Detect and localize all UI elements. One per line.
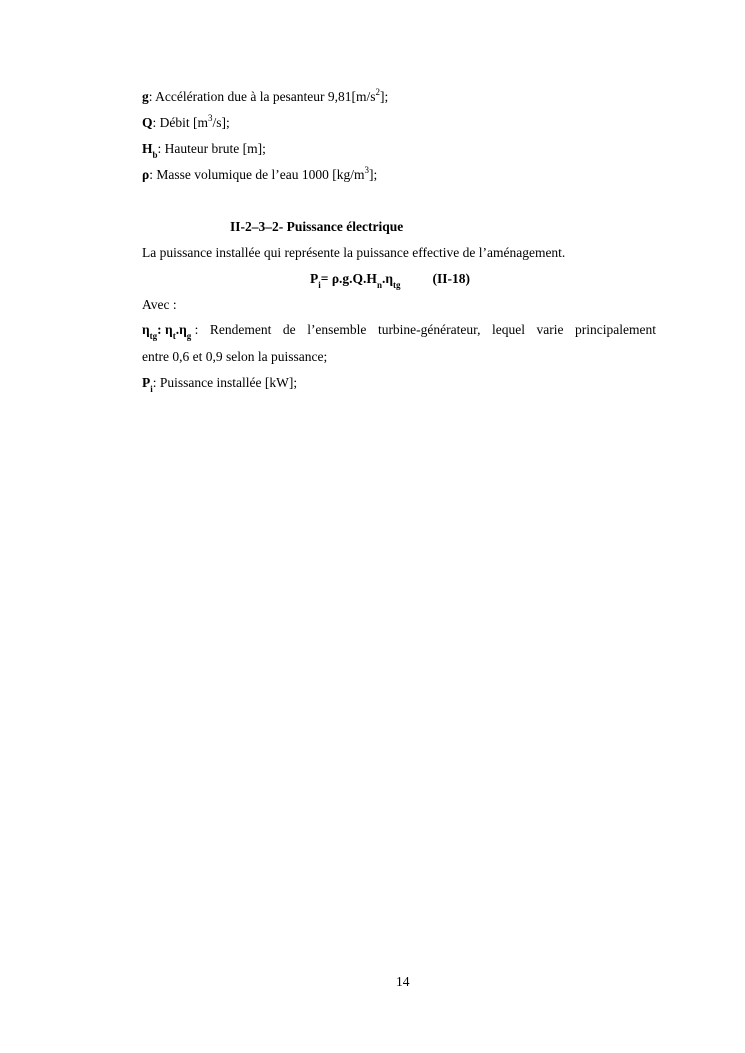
formula-rhs-subscript-tg: tg [393, 279, 401, 290]
symbol-p: P [142, 375, 151, 390]
symbol-eta-tg [142, 322, 192, 341]
symbol-pi [142, 375, 153, 394]
symbol-eta-tg-subscript: tg [149, 330, 158, 341]
symbol-eta: η [142, 322, 150, 337]
symbol-eta-colon: : [157, 322, 166, 337]
formula-rhs-subscript-n: n [376, 279, 382, 290]
definition-eta-word: de [282, 322, 296, 337]
definition-rho-text: : Masse volumique de l’eau 1000 [kg/m [149, 167, 365, 182]
symbol-eta-t: η [165, 322, 173, 337]
definition-eta-line1 [142, 322, 656, 341]
symbol-eta-g: η [179, 322, 187, 337]
formula-rhs-part-b: .η [381, 271, 393, 286]
eta-symbol-group [142, 322, 199, 341]
definition-eta-word: turbine-générateur, [377, 322, 481, 337]
definition-hb-text: : Hauteur brute [m]; [157, 141, 266, 156]
definition-g [142, 88, 388, 106]
definition-pi-text: : Puissance installée [kW]; [152, 375, 298, 390]
symbol-eta-t-subscript: t [172, 330, 176, 341]
definition-rho-exponent: 3 [364, 164, 369, 175]
symbol-hb [142, 141, 158, 160]
symbol-pi-subscript: i [150, 383, 153, 394]
symbol-hb-subscript: b [152, 149, 158, 160]
symbol-g: g [142, 89, 149, 104]
symbol-h: H [142, 141, 153, 156]
definition-q-text-end: /s]; [212, 115, 230, 130]
definition-q [142, 114, 230, 132]
definition-g-exponent: 2 [375, 86, 381, 97]
formula-ii-18 [310, 271, 470, 290]
definition-q-exponent: 3 [208, 112, 213, 123]
definition-q-text: : Débit [m [152, 115, 209, 130]
symbol-q: Q [142, 115, 153, 130]
intro-paragraph: La puissance installée qui représente la puissance effective de l’aménagement. [142, 245, 566, 260]
definition-eta-word: principalement [575, 322, 656, 337]
definition-rho-text-end: ]; [368, 167, 378, 182]
definition-g-text: : Accélération due à la pesanteur 9,81[m/s [148, 89, 376, 104]
definition-g-text-end: ]; [380, 89, 389, 104]
symbol-dot: . [175, 322, 180, 337]
definition-eta-word: l’ensemble [307, 322, 367, 337]
definition-hb [142, 140, 266, 158]
definition-rho [142, 166, 377, 184]
definition-eta-word: Rendement [209, 322, 272, 337]
definition-eta-word: varie [536, 322, 564, 337]
definition-eta-line2: entre 0,6 et 0,9 selon la puissance; [142, 349, 328, 364]
avec-label: Avec : [142, 297, 177, 312]
equation-number: (II-18) [432, 271, 470, 286]
symbol-rho: ρ [142, 167, 150, 182]
definition-eta-word: lequel [491, 322, 525, 337]
definition-pi [142, 374, 297, 392]
formula-lhs-subscript: i [318, 279, 321, 290]
section-heading: II-2–3–2- Puissance électrique [230, 219, 404, 234]
page-number: 14 [396, 974, 410, 989]
definition-eta-word: : [194, 322, 199, 337]
symbol-eta-g-subscript: g [186, 330, 192, 341]
formula-lhs: P [310, 271, 319, 286]
formula-rhs-part-a: = ρ.g.Q.H [320, 271, 377, 286]
